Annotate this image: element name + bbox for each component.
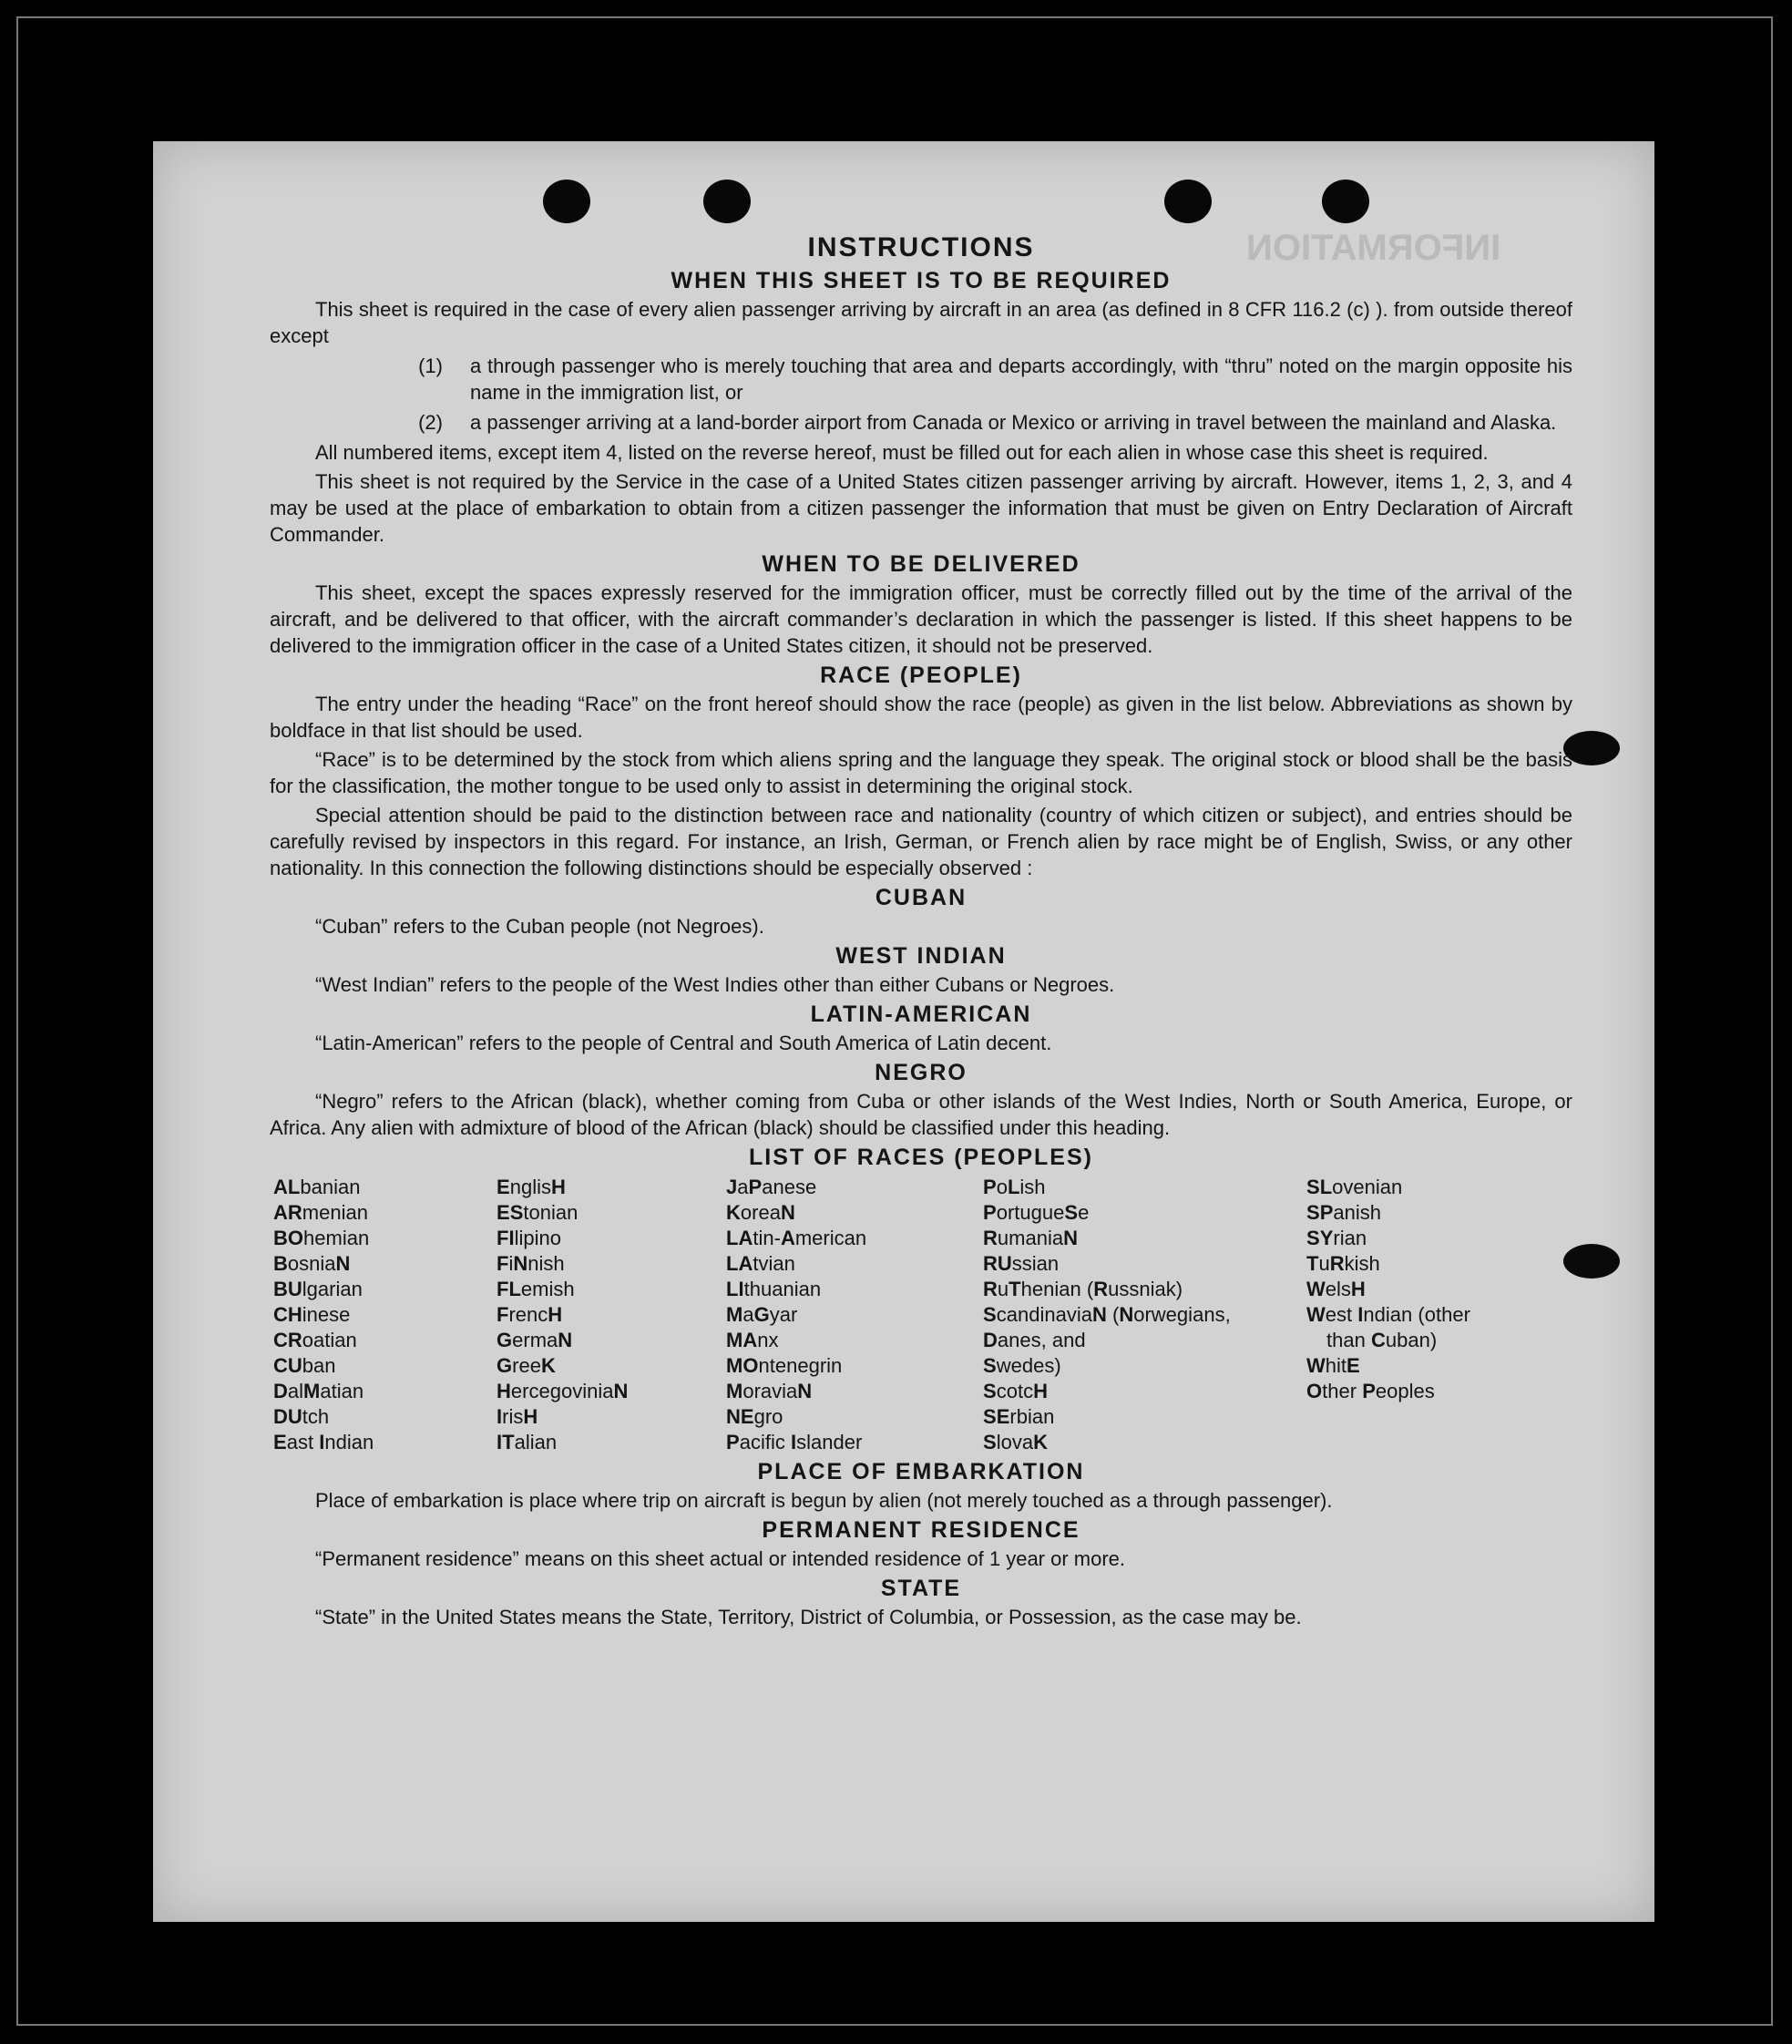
residence-text: “Permanent residence” means on this sheet actual or intended residence of 1 year or more.: [315, 1547, 1126, 1570]
heading-place-of-embarkation: PLACE OF EMBARKATION: [757, 1459, 1085, 1484]
heading-race: RACE (PEOPLE): [820, 663, 1022, 688]
race-entry: Pacific Islander: [726, 1431, 863, 1453]
race-entry: JaPanese: [726, 1176, 817, 1198]
race-entry: Other Peoples: [1306, 1380, 1435, 1402]
race-entry: CUban: [273, 1354, 336, 1377]
race-entry: NEgro: [726, 1405, 783, 1428]
race-entry: MAnx: [726, 1329, 779, 1351]
race-entry: KoreaN: [726, 1201, 795, 1224]
heading-west-indian: WEST INDIAN: [835, 943, 1007, 969]
race-entry: MoraviaN: [726, 1380, 813, 1402]
race-entry: LIthuanian: [726, 1278, 822, 1300]
race-entry: WhitE: [1306, 1354, 1360, 1377]
race-entry: TuRkish: [1306, 1252, 1380, 1275]
race-entry: BosniaN: [273, 1252, 351, 1275]
race-entry: SPanish: [1306, 1201, 1382, 1224]
race-entry: GreeK: [497, 1354, 556, 1377]
cuban-text: “Cuban” refers to the Cuban people (not Negroes).: [315, 915, 764, 938]
instructions-body: [270, 234, 1572, 1632]
race-entry: HercegoviniaN: [497, 1380, 629, 1402]
heading-list-of-races: LIST OF RACES (PEOPLES): [749, 1145, 1093, 1170]
race-entry: West Indian (other: [1306, 1303, 1470, 1326]
race-entry: CHinese: [273, 1303, 351, 1326]
race-entry: ALbanian: [273, 1176, 361, 1198]
race-entry: Danes, and: [983, 1329, 1086, 1351]
race-entry: DalMatian: [273, 1380, 364, 1402]
race-entry: PoLish: [983, 1176, 1046, 1198]
race-entry: CRoatian: [273, 1329, 357, 1351]
latin-american-text: “Latin-American” refers to the people of Central and South America of Latin decent.: [315, 1032, 1052, 1054]
race-entry: RUssian: [983, 1252, 1060, 1275]
race-entry: SYrian: [1306, 1227, 1367, 1249]
races-column-3: [726, 1175, 983, 1455]
state-text: “State” in the United States means the State, Territory, District of Columbia, or Possession, as the case may be.: [315, 1606, 1302, 1628]
race-entry: MOntenegrin: [726, 1354, 843, 1377]
required-intro: This sheet is required in the case of every alien passenger arriving by aircraft in an area (as defined in 8 CFR 116.2 (c) ). from outside thereof except: [270, 298, 1572, 347]
heading-permanent-residence: PERMANENT RESIDENCE: [762, 1517, 1080, 1543]
race-entry: FIlipino: [497, 1227, 561, 1249]
races-list: [273, 1175, 1572, 1455]
race-entry: EStonian: [497, 1201, 579, 1224]
race-entry: FLemish: [497, 1278, 575, 1300]
race-entry: LAtvian: [726, 1252, 795, 1275]
heading-latin-american: LATIN-AMERICAN: [810, 1001, 1032, 1027]
race-entry: RuThenian (Russniak): [983, 1278, 1183, 1300]
race-entry: BOhemian: [273, 1227, 370, 1249]
race-entry: ScotcH: [983, 1380, 1048, 1402]
heading-state: STATE: [880, 1576, 962, 1601]
race-entry: ITalian: [497, 1431, 558, 1453]
document-sheet: [153, 141, 1654, 1922]
exception-item: (1) a through passenger who is merely touching that area and departs accordingly, with “thru” noted on the margin opposite his name in the immigration list, or: [418, 354, 1572, 404]
heading-cuban: CUBAN: [875, 885, 968, 910]
race-entry: IrisH: [497, 1405, 538, 1428]
races-column-5: [1306, 1175, 1543, 1455]
punch-hole: [1322, 180, 1369, 223]
negro-text: “Negro” refers to the African (black), whether coming from Cuba or other islands of the West Indies, North or South America, Europe, or Africa. Any alien with admixture of blood of the African (black) should be classified under this heading.: [270, 1090, 1572, 1139]
race-entry: WelsH: [1306, 1278, 1366, 1300]
races-column-4: [983, 1175, 1306, 1455]
race-entry: SlovaK: [983, 1431, 1048, 1453]
race-entry: DUtch: [273, 1405, 330, 1428]
race-entry: PortugueSe: [983, 1201, 1090, 1224]
race-entry: Swedes): [983, 1354, 1061, 1377]
heading-when-delivered: WHEN TO BE DELIVERED: [762, 551, 1080, 577]
bleed-through-text: INFORMATION: [1246, 228, 1501, 268]
race-entry: than Cuban): [1326, 1329, 1438, 1351]
delivered-paragraph: This sheet, except the spaces expressly reserved for the immigration officer, must be correctly filled out by the time of the arrival of the aircraft, and be delivered to that officer, with the aircraft commander’s declaration in which the passenger is listed. If this sheet happens to be delivered to the immigration officer in the case of a United States citizen, it should not be preserved.: [270, 581, 1572, 657]
race-entry: BUlgarian: [273, 1278, 363, 1300]
race-entry: SLovenian: [1306, 1176, 1403, 1198]
heading-negro: NEGRO: [875, 1060, 968, 1085]
page-title: INSTRUCTIONS: [807, 232, 1035, 262]
race-paragraph-1: The entry under the heading “Race” on the front hereof should show the race (people) as given in the list below. Abbreviations as shown by boldface in that list should be used.: [270, 693, 1572, 742]
west-indian-text: “West Indian” refers to the people of the West Indies other than either Cubans or Negroes.: [315, 973, 1115, 996]
race-paragraph-2: “Race” is to be determined by the stock from which aliens spring and the language they speak. The original stock or blood shall be the basis for the classification, the mother tongue to be used only to assist in determining the original stock.: [270, 748, 1572, 797]
race-entry: EnglisH: [497, 1176, 566, 1198]
exception-item: (2) a passenger arriving at a land-border airport from Canada or Mexico or arriving in travel between the mainland and Alaska.: [418, 411, 1557, 434]
race-entry: FiNnish: [497, 1252, 565, 1275]
race-entry: ScandinaviaN (Norwegians,: [983, 1303, 1231, 1326]
punch-hole: [543, 180, 590, 223]
race-entry: East Indian: [273, 1431, 374, 1453]
race-entry: RumaniaN: [983, 1227, 1078, 1249]
heading-when-required: WHEN THIS SHEET IS TO BE REQUIRED: [671, 268, 1172, 293]
race-entry: SErbian: [983, 1405, 1055, 1428]
punch-hole: [703, 180, 751, 223]
citizen-paragraph: This sheet is not required by the Service in the case of a United States citizen passenger arriving by aircraft. However, items 1, 2, 3, and 4 may be used at the place of embarkation to obtain from a citizen passenger the information that must be given on Entry Declaration of Aircraft Commander.: [270, 470, 1572, 546]
punch-hole: [1164, 180, 1212, 223]
embarkation-text: Place of embarkation is place where trip on aircraft is begun by alien (not merely touched as a through passenger).: [315, 1489, 1333, 1512]
race-entry: MaGyar: [726, 1303, 798, 1326]
races-column-2: [497, 1175, 726, 1455]
races-column-1: [273, 1175, 497, 1455]
race-entry: GermaN: [497, 1329, 573, 1351]
race-paragraph-3: Special attention should be paid to the distinction between race and nationality (country of which citizen or subject), and entries should be carefully revised by inspectors in this regard. For instance, an Irish, German, or French alien by race might be of English, Swiss, or any other nationality. In this connection the following distinctions should be especially observed :: [270, 804, 1572, 879]
race-entry: LAtin-American: [726, 1227, 867, 1249]
race-entry: FrencH: [497, 1303, 563, 1326]
race-entry: ARmenian: [273, 1201, 368, 1224]
numbered-items-paragraph: All numbered items, except item 4, listed on the reverse hereof, must be filled out for each alien in whose case this sheet is required.: [315, 441, 1489, 464]
